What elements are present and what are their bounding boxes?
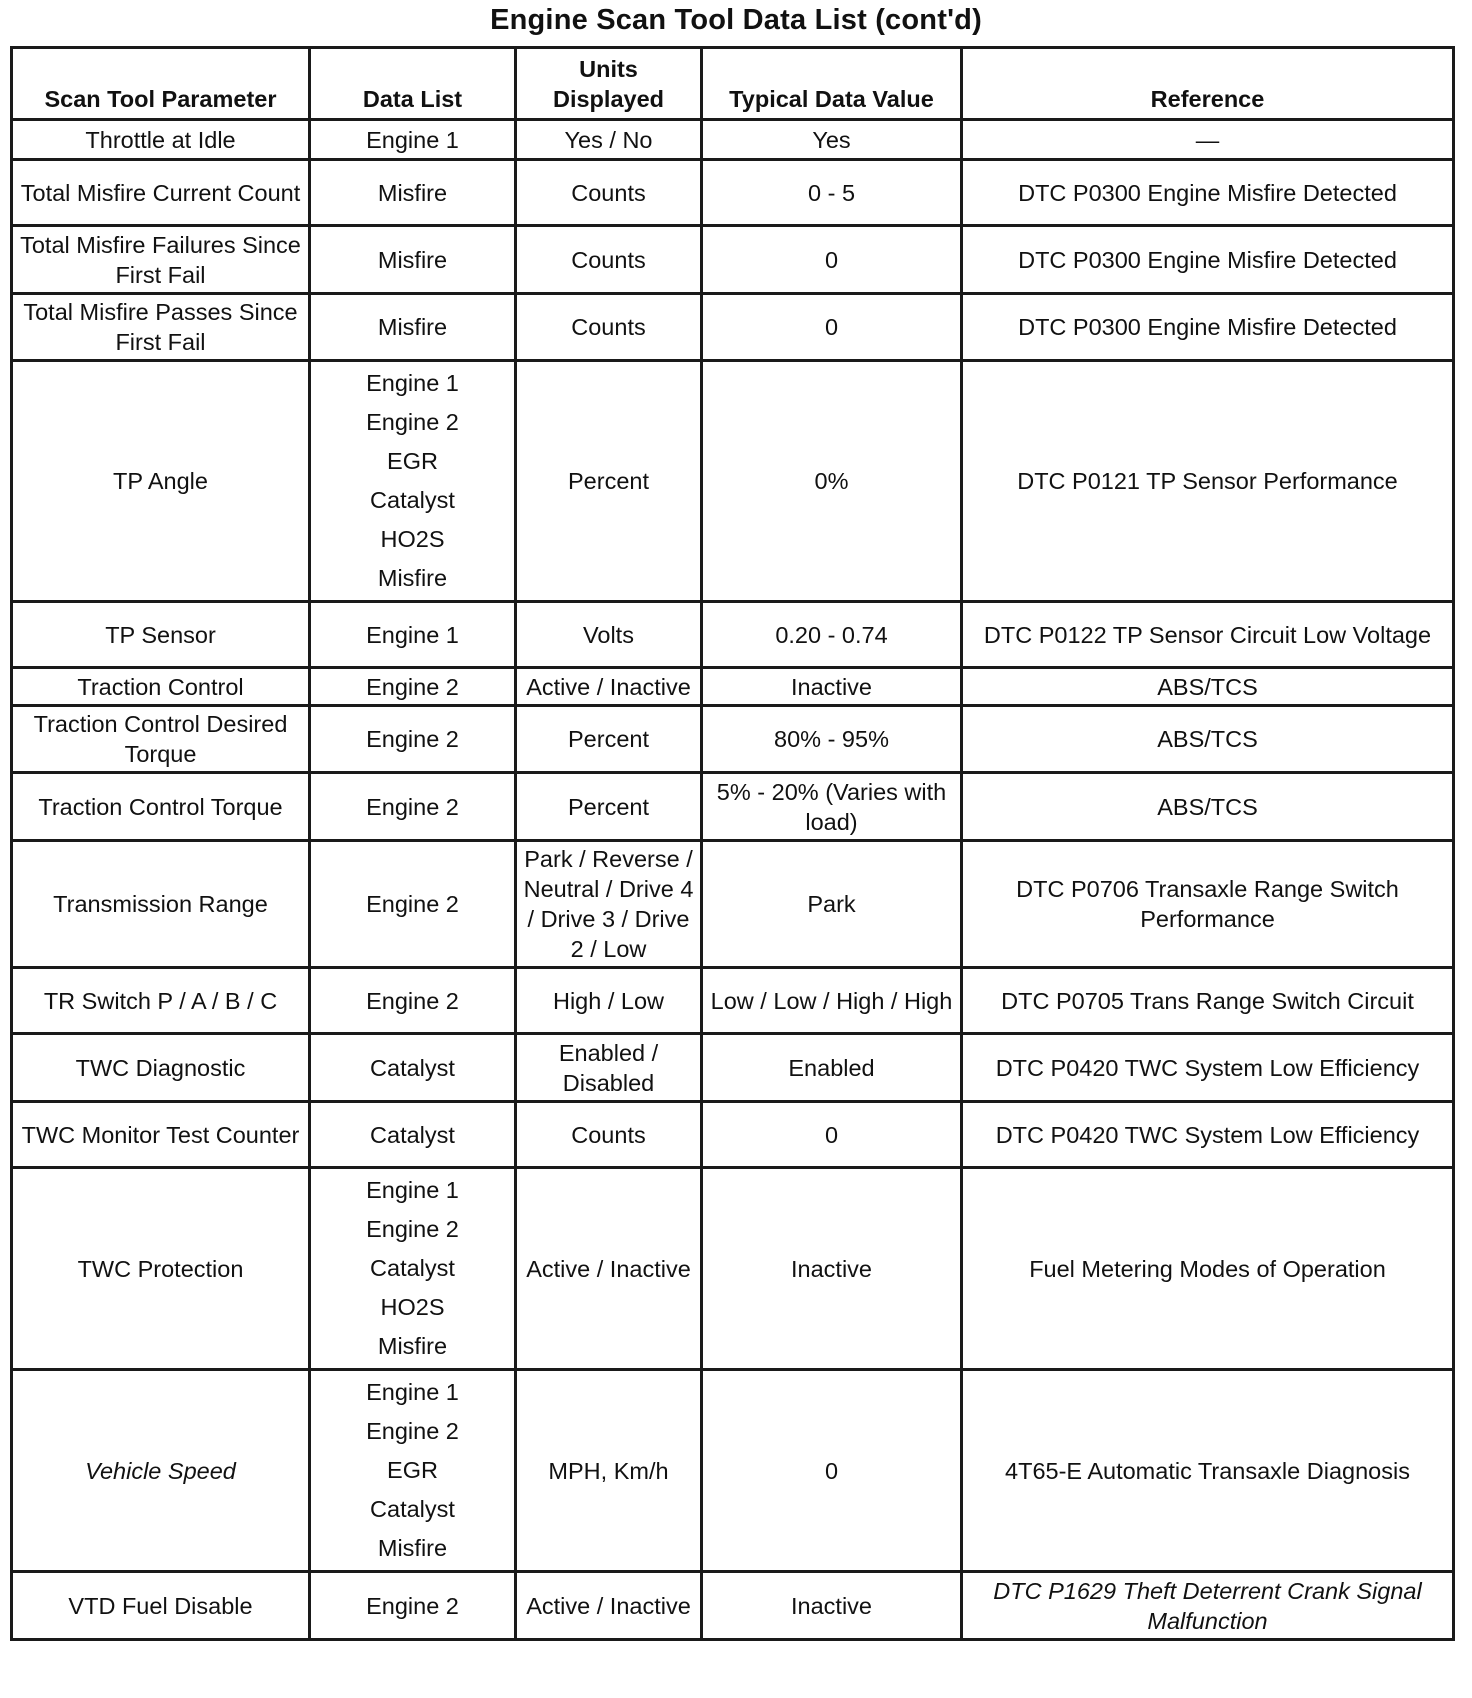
cell-units: Counts	[516, 226, 702, 294]
cell-reference: DTC P0300 Engine Misfire Detected	[962, 294, 1454, 361]
cell-data-list	[310, 1168, 516, 1370]
data-list-entry: Engine 2	[366, 987, 459, 1014]
cell-units: Percent	[516, 773, 702, 841]
data-list-entry: Misfire	[377, 179, 448, 206]
cell-data-list	[310, 1102, 516, 1168]
cell-typical-value: 80% - 95%	[702, 706, 962, 773]
cell-typical-value: Low / Low / High / High	[702, 968, 962, 1034]
header-data-list: Data List	[310, 48, 516, 120]
cell-reference: DTC P0300 Engine Misfire Detected	[962, 160, 1454, 226]
data-list-entry: Catalyst	[370, 1054, 455, 1081]
data-list-entry: Engine 1	[366, 126, 459, 153]
table-body	[12, 120, 1454, 1640]
table-row	[12, 1370, 1454, 1572]
cell-units: Counts	[516, 294, 702, 361]
cell-data-list	[310, 841, 516, 968]
table-row	[12, 361, 1454, 602]
cell-typical-value: 5% - 20% (Varies with load)	[702, 773, 962, 841]
cell-data-list	[310, 294, 516, 361]
table-row	[12, 668, 1454, 706]
cell-units: Yes / No	[516, 120, 702, 160]
cell-typical-value: 0	[702, 1102, 962, 1168]
data-list-entry: Engine 1	[366, 370, 459, 396]
data-list-entry: HO2S	[380, 1294, 445, 1320]
header-scan-tool-parameter: Scan Tool Parameter	[12, 48, 310, 120]
table-row	[12, 160, 1454, 226]
data-list-entry: Misfire	[377, 565, 448, 591]
cell-parameter: Transmission Range	[12, 841, 310, 968]
data-list-entry: Catalyst	[370, 1121, 455, 1148]
table-row	[12, 841, 1454, 968]
cell-data-list	[310, 602, 516, 668]
table-row	[12, 226, 1454, 294]
header-reference: Reference	[962, 48, 1454, 120]
cell-parameter: Traction Control	[12, 668, 310, 706]
data-list-entry: Engine 1	[366, 1379, 459, 1405]
cell-reference: DTC P0706 Transaxle Range Switch Performance	[962, 841, 1454, 968]
cell-data-list	[310, 668, 516, 706]
table-row	[12, 773, 1454, 841]
cell-units: Active / Inactive	[516, 1572, 702, 1640]
cell-units: Active / Inactive	[516, 1168, 702, 1370]
table-row	[12, 1034, 1454, 1102]
cell-units: MPH, Km/h	[516, 1370, 702, 1572]
cell-parameter: Traction Control Torque	[12, 773, 310, 841]
cell-parameter: VTD Fuel Disable	[12, 1572, 310, 1640]
scan-tool-data-table	[10, 46, 1455, 1641]
cell-data-list	[310, 968, 516, 1034]
cell-typical-value: 0.20 - 0.74	[702, 602, 962, 668]
cell-data-list	[310, 706, 516, 773]
cell-data-list	[310, 361, 516, 602]
cell-reference: DTC P0420 TWC System Low Efficiency	[962, 1102, 1454, 1168]
table-row	[12, 1572, 1454, 1640]
cell-data-list	[310, 1572, 516, 1640]
cell-reference: DTC P0705 Trans Range Switch Circuit	[962, 968, 1454, 1034]
cell-units: Percent	[516, 361, 702, 602]
table-row	[12, 1102, 1454, 1168]
cell-units: Volts	[516, 602, 702, 668]
cell-units: Park / Reverse / Neutral / Drive 4 / Drive 3 / Drive 2 / Low	[516, 841, 702, 968]
cell-typical-value: Inactive	[702, 1572, 962, 1640]
cell-typical-value: Yes	[702, 120, 962, 160]
data-list-entry: Catalyst	[370, 487, 455, 513]
cell-reference: ABS/TCS	[962, 706, 1454, 773]
cell-reference: ABS/TCS	[962, 668, 1454, 706]
data-list-entry: Catalyst	[370, 1255, 455, 1281]
cell-typical-value: 0	[702, 294, 962, 361]
data-list-entry: HO2S	[380, 526, 445, 552]
table-row	[12, 120, 1454, 160]
cell-reference: ABS/TCS	[962, 773, 1454, 841]
data-list-entry: Misfire	[377, 1535, 448, 1561]
cell-reference: DTC P0121 TP Sensor Performance	[962, 361, 1454, 602]
table-row	[12, 1168, 1454, 1370]
data-list-entry: EGR	[387, 448, 438, 474]
data-list-entry: EGR	[387, 1457, 438, 1483]
table-row	[12, 706, 1454, 773]
header-row	[12, 48, 1454, 120]
cell-units: Counts	[516, 1102, 702, 1168]
cell-units: High / Low	[516, 968, 702, 1034]
cell-parameter: Throttle at Idle	[12, 120, 310, 160]
cell-parameter: Total Misfire Failures Since First Fail	[12, 226, 310, 294]
data-list-entry: Engine 1	[366, 621, 459, 648]
header-typical-data-value: Typical Data Value	[702, 48, 962, 120]
cell-typical-value: 0%	[702, 361, 962, 602]
cell-typical-value: Park	[702, 841, 962, 968]
data-list-entry: Engine 2	[366, 673, 459, 700]
cell-typical-value: 0	[702, 1370, 962, 1572]
cell-parameter: TWC Protection	[12, 1168, 310, 1370]
table-row	[12, 602, 1454, 668]
data-list-entry: Engine 2	[366, 1418, 459, 1444]
cell-parameter: TP Angle	[12, 361, 310, 602]
cell-units: Enabled / Disabled	[516, 1034, 702, 1102]
cell-parameter: Traction Control Desired Torque	[12, 706, 310, 773]
cell-parameter: TWC Monitor Test Counter	[12, 1102, 310, 1168]
table-row	[12, 294, 1454, 361]
data-list-entry: Engine 2	[366, 726, 459, 752]
data-list-entry: Misfire	[377, 314, 448, 340]
cell-data-list	[310, 773, 516, 841]
table-row	[12, 968, 1454, 1034]
cell-typical-value: 0 - 5	[702, 160, 962, 226]
data-list-entry: Engine 2	[366, 891, 459, 917]
cell-reference: Fuel Metering Modes of Operation	[962, 1168, 1454, 1370]
header-units-displayed: Units Displayed	[516, 48, 702, 120]
cell-reference: DTC P0420 TWC System Low Efficiency	[962, 1034, 1454, 1102]
cell-data-list	[310, 1034, 516, 1102]
data-list-entry: Misfire	[377, 246, 448, 273]
data-list-entry: Engine 1	[366, 1177, 459, 1203]
cell-units: Counts	[516, 160, 702, 226]
cell-units: Active / Inactive	[516, 668, 702, 706]
cell-data-list	[310, 1370, 516, 1572]
cell-reference: DTC P1629 Theft Deterrent Crank Signal Malfunction	[962, 1572, 1454, 1640]
data-list-entry: Engine 2	[366, 409, 459, 435]
cell-parameter: TWC Diagnostic	[12, 1034, 310, 1102]
cell-typical-value: 0	[702, 226, 962, 294]
cell-typical-value: Inactive	[702, 668, 962, 706]
cell-parameter: TP Sensor	[12, 602, 310, 668]
cell-typical-value: Inactive	[702, 1168, 962, 1370]
cell-data-list	[310, 160, 516, 226]
cell-parameter: Vehicle Speed	[12, 1370, 310, 1572]
data-list-entry: Engine 2	[366, 1592, 459, 1619]
cell-reference: 4T65-E Automatic Transaxle Diagnosis	[962, 1370, 1454, 1572]
data-list-entry: Engine 2	[366, 793, 459, 820]
cell-units: Percent	[516, 706, 702, 773]
data-list-entry: Engine 2	[366, 1216, 459, 1242]
cell-reference: —	[962, 120, 1454, 160]
cell-data-list	[310, 226, 516, 294]
cell-data-list	[310, 120, 516, 160]
cell-parameter: Total Misfire Passes Since First Fail	[12, 294, 310, 361]
cell-typical-value: Enabled	[702, 1034, 962, 1102]
cell-reference: DTC P0122 TP Sensor Circuit Low Voltage	[962, 602, 1454, 668]
data-list-entry: Misfire	[377, 1333, 448, 1359]
cell-reference: DTC P0300 Engine Misfire Detected	[962, 226, 1454, 294]
page-title: Engine Scan Tool Data List (cont'd)	[490, 4, 982, 36]
data-list-entry: Catalyst	[370, 1496, 455, 1522]
cell-parameter: Total Misfire Current Count	[12, 160, 310, 226]
cell-parameter: TR Switch P / A / B / C	[12, 968, 310, 1034]
